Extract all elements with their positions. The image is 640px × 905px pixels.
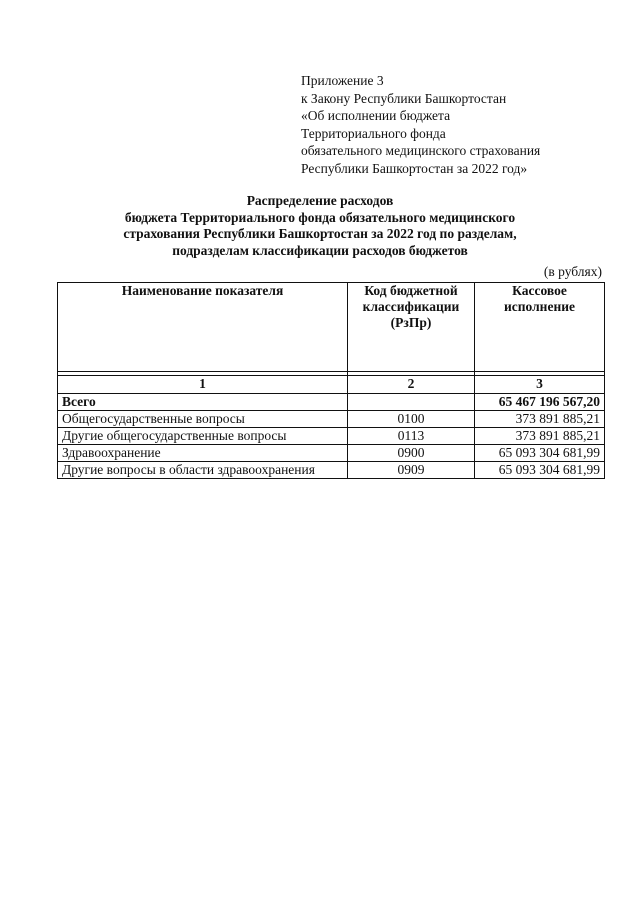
appendix-line: Приложение 3 <box>301 73 384 88</box>
table-row <box>58 428 605 445</box>
budget-table <box>57 282 605 479</box>
row-name: Здравоохранение <box>58 445 348 462</box>
document-title <box>0 193 640 259</box>
title-line: бюджета Территориального фонда обязательного медицинского <box>124 209 516 225</box>
table-row <box>58 445 605 462</box>
title-line: Распределение расходов <box>246 193 394 208</box>
row-name: Другие вопросы в области здравоохранения <box>58 462 348 479</box>
row-code: 0900 <box>348 445 475 462</box>
row-code: 0113 <box>348 428 475 445</box>
table-row <box>58 394 605 411</box>
header-amount: Кассовое исполнение <box>475 283 605 372</box>
row-code: 0100 <box>348 411 475 428</box>
header-code: Код бюджетной классификации (РзПр) <box>348 283 475 372</box>
title-line: страхования Республики Башкортостан за 2022 год по разделам, <box>123 226 517 241</box>
row-code: 0909 <box>348 462 475 479</box>
header-name: Наименование показателя <box>58 283 348 372</box>
title-line: подразделам классификации расходов бюджетов <box>172 242 468 258</box>
appendix-line: Республики Башкортостан за 2022 год» <box>301 160 528 176</box>
table-row <box>58 411 605 428</box>
column-number: 3 <box>475 376 605 394</box>
appendix-line: обязательного медицинского страхования <box>301 143 541 158</box>
column-number: 1 <box>58 376 348 394</box>
row-name: Общегосударственные вопросы <box>58 411 348 428</box>
row-name: Всего <box>58 394 348 411</box>
units-label: (в рублях) <box>543 264 602 279</box>
table-row <box>58 462 605 479</box>
row-amount: 373 891 885,21 <box>475 428 605 445</box>
row-amount: 65 467 196 567,20 <box>475 394 605 411</box>
row-amount: 373 891 885,21 <box>475 411 605 428</box>
appendix-line: «Об исполнении бюджета <box>301 108 451 123</box>
column-number-row <box>58 376 605 394</box>
row-name: Другие общегосударственные вопросы <box>58 428 348 445</box>
row-code <box>348 394 475 411</box>
column-number: 2 <box>348 376 475 394</box>
appendix-line: Территориального фонда <box>301 125 446 141</box>
appendix-header <box>301 72 601 177</box>
row-amount: 65 093 304 681,99 <box>475 445 605 462</box>
row-amount: 65 093 304 681,99 <box>475 462 605 479</box>
table-header-row <box>58 283 605 372</box>
appendix-line: к Закону Республики Башкортостан <box>301 90 507 106</box>
